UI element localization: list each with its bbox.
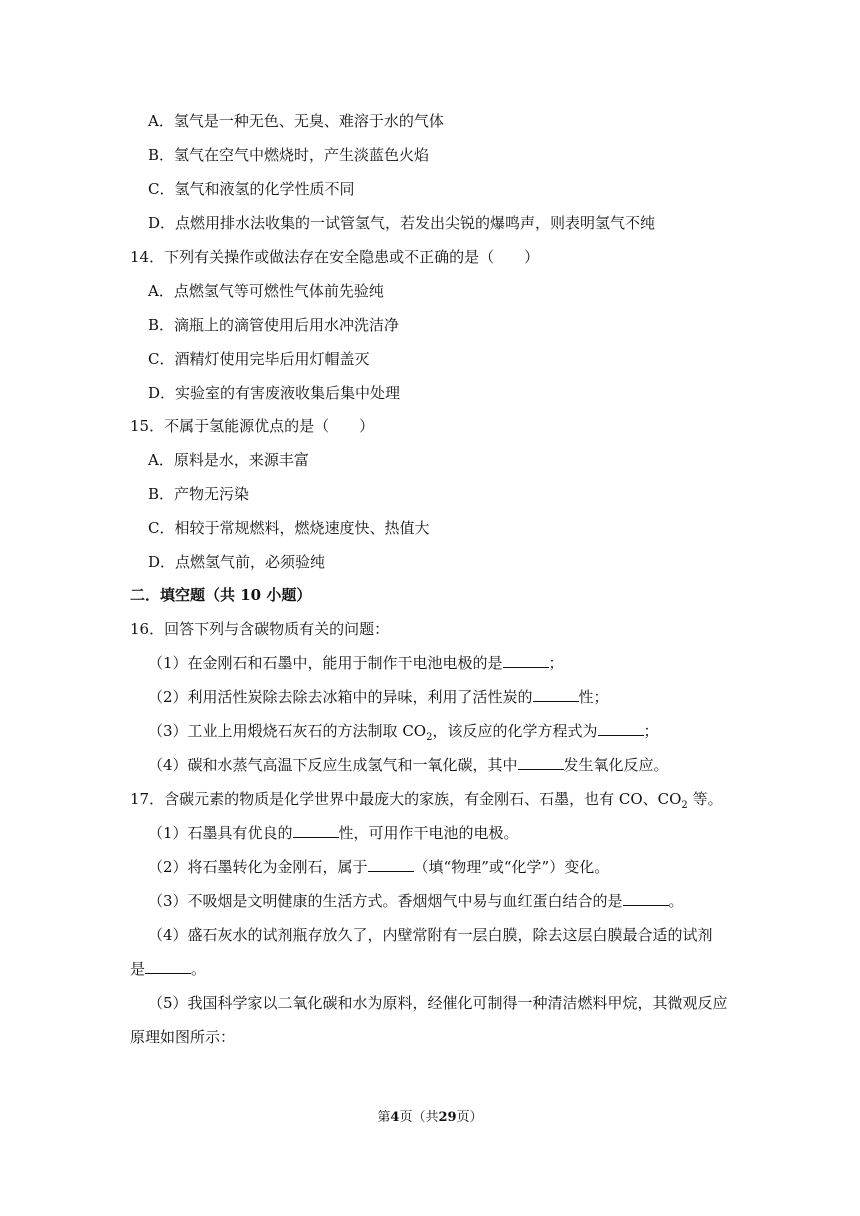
q16-part-1-after: ； (548, 654, 564, 672)
q16-part-2 (148, 687, 609, 707)
formula-co2 (402, 722, 433, 743)
q17-stem-end: 等。 (687, 790, 723, 808)
q15-option-d: D．点燃氢气前，必须验纯 (148, 553, 326, 571)
formula-co: CO (657, 790, 682, 808)
footer-suffix: 页） (456, 1110, 483, 1125)
q15-option-b: B．产物无污染 (148, 485, 250, 503)
footer-middle: 页（共 (399, 1110, 439, 1125)
footer-prefix: 第 (377, 1110, 391, 1125)
answer-blank (368, 857, 414, 872)
section-heading: 二．填空题（共 10 小题） (130, 586, 312, 604)
q16-part-4-after: 发生氧化反应。 (563, 756, 669, 774)
answer-blank (533, 687, 579, 702)
answer-blank (623, 891, 669, 906)
q13-option-c: C．氢气和液氢的化学性质不同 (148, 180, 355, 198)
formula-sub: 2 (426, 732, 433, 743)
footer-page-number: 4 (390, 1110, 400, 1125)
q14-stem: 14．下列有关操作或做法存在安全隐患或不正确的是（ ） (130, 248, 540, 266)
q15-stem: 15．不属于氢能源优点的是（ ） (130, 417, 375, 435)
q16-part-3-after: ； (643, 722, 659, 740)
q16-part-1-text: （1）在金刚石和石墨中，能用于制作干电池电极的是 (148, 654, 503, 672)
q17-part-1-after: 性，可用作干电池的电极。 (338, 824, 519, 842)
q14-option-b: B．滴瓶上的滴管使用后用水冲洗洁净 (148, 316, 400, 334)
answer-blank (518, 755, 564, 770)
q16-part-4-text: （4）碳和水蒸气高温下反应生成氢气和一氧化碳，其中 (148, 756, 518, 774)
q17-part-4-line2 (130, 959, 206, 979)
q17-part-4-line1: （4）盛石灰水的试剂瓶存放久了，内壁常附有一层白膜，除去这层白膜最合适的试剂 (148, 926, 713, 944)
page-footer (0, 1109, 860, 1127)
q13-option-d: D．点燃用排水法收集的一试管氢气，若发出尖锐的爆鸣声，则表明氢气不纯 (148, 214, 656, 232)
formula-co: CO (402, 722, 427, 740)
q17-part-2-text: （2）将石墨转化为金刚石，属于 (148, 858, 368, 876)
q17-part-3 (148, 891, 684, 911)
answer-blank (503, 653, 549, 668)
q17-part-5-line2: 原理如图所示： (130, 1028, 236, 1046)
answer-blank (293, 823, 339, 838)
q16-part-3-text-b: ，该反应的化学方程式为 (432, 722, 598, 740)
formula-sub: 2 (681, 800, 688, 811)
q14-option-c: C．酒精灯使用完毕后用灯帽盖灭 (148, 350, 370, 368)
q17-part-4-line2-text: 是 (130, 960, 146, 978)
q16-stem: 16．回答下列与含碳物质有关的问题： (130, 620, 390, 638)
q16-part-3-text-a: （3）工业上用煅烧石灰石的方法制取 (148, 722, 403, 740)
q17-stem (130, 789, 723, 816)
q17-part-2-after: （填“物理”或“化学”）变化。 (413, 858, 610, 876)
q17-part-3-text: （3）不吸烟是文明健康的生活方式。香烟烟气中易与血红蛋白结合的是 (148, 892, 623, 910)
q16-part-4 (148, 755, 669, 775)
q17-stem-text: 17．含碳元素的物质是化学世界中最庞大的家族，有金刚石、石墨，也有 CO、 (130, 790, 658, 808)
q14-option-a: A．点燃氢气等可燃性气体前先验纯 (148, 282, 384, 300)
q14-option-d: D．实验室的有害废液收集后集中处理 (148, 384, 401, 402)
q15-option-c: C．相较于常规燃料，燃烧速度快、热值大 (148, 519, 430, 537)
answer-blank (145, 959, 191, 974)
q16-part-1 (148, 653, 564, 673)
q17-part-5-line1: （5）我国科学家以二氧化碳和水为原料，经催化可制得一种清洁燃料甲烷，其微观反应 (148, 994, 728, 1012)
q17-part-3-after: 。 (668, 892, 684, 910)
q17-part-1-text: （1）石墨具有优良的 (148, 824, 293, 842)
q16-part-2-after: 性； (578, 688, 609, 706)
q13-option-b: B．氢气在空气中燃烧时，产生淡蓝色火焰 (148, 146, 430, 164)
q16-part-3 (148, 721, 659, 748)
q17-part-4-after: 。 (191, 960, 207, 978)
q16-part-2-text: （2）利用活性炭除去除去冰箱中的异味，利用了活性炭的 (148, 688, 533, 706)
formula-co2 (657, 790, 688, 811)
footer-total-pages: 29 (438, 1110, 457, 1125)
q17-part-1 (148, 823, 519, 843)
q15-option-a: A．原料是水，来源丰富 (148, 451, 309, 469)
q17-part-2 (148, 857, 609, 877)
answer-blank (598, 721, 644, 736)
q13-option-a: A．氢气是一种无色、无臭、难溶于水的气体 (148, 112, 444, 130)
